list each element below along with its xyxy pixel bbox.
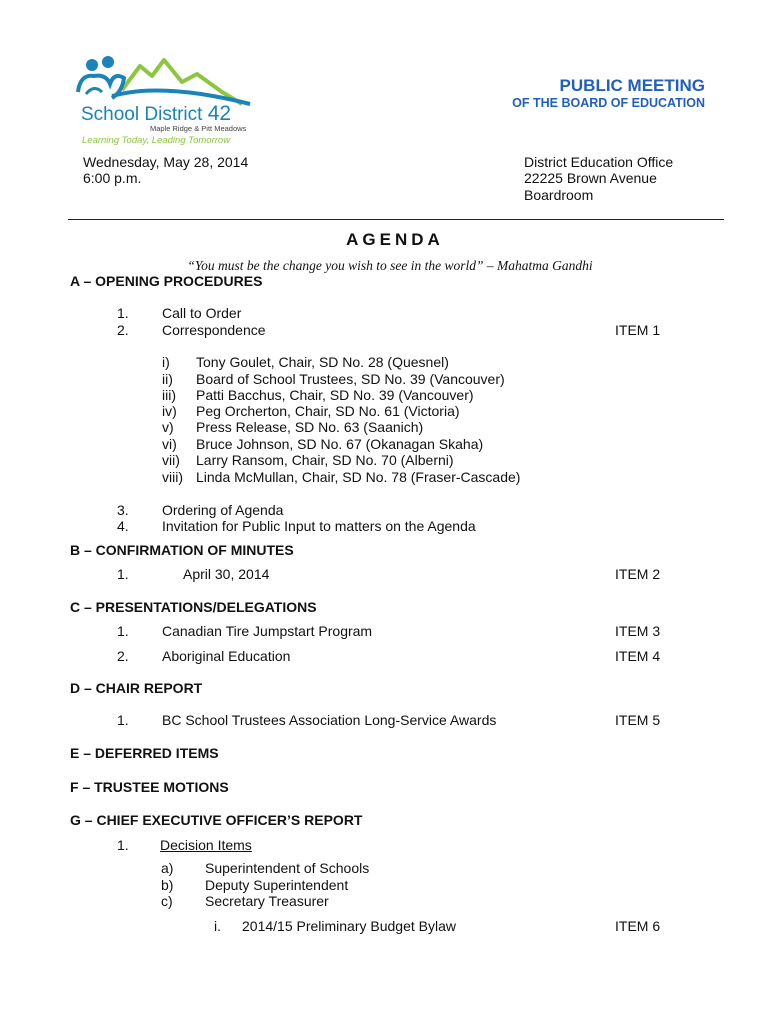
item-number: 3. — [117, 502, 129, 518]
agenda-quote: “You must be the change you wish to see in the world” – Mahatma Gandhi — [187, 258, 593, 273]
sub-item-number: b) — [161, 877, 174, 893]
sub-item-text: Press Release, SD No. 63 (Saanich) — [196, 419, 424, 435]
sub-item-number: ii) — [162, 371, 173, 387]
sub-item-number: vi) — [162, 436, 177, 452]
item-text: Call to Order — [162, 305, 242, 321]
sub-sub-item-number: i. — [214, 918, 221, 934]
agenda-title: AGENDA — [346, 230, 444, 249]
section-f-heading: F – TRUSTEE MOTIONS — [70, 779, 229, 795]
item-ref: ITEM 3 — [615, 623, 661, 639]
item-number: 2. — [117, 322, 129, 338]
item-text: Ordering of Agenda — [162, 502, 284, 518]
sub-item-number: vii) — [162, 452, 180, 468]
logo-tagline: Learning Today, Leading Tomorrow — [82, 135, 231, 146]
sub-item-text: Secretary Treasurer — [205, 893, 329, 909]
section-c-heading: C – PRESENTATIONS/DELEGATIONS — [70, 599, 317, 615]
district-logo — [72, 52, 257, 152]
item-ref: ITEM 4 — [615, 648, 661, 664]
sub-item-text: Larry Ransom, Chair, SD No. 70 (Alberni) — [196, 452, 454, 468]
sub-item-number: iii) — [162, 387, 176, 403]
logo-name: School District — [81, 104, 203, 125]
item-number: 1. — [117, 623, 129, 639]
sub-item-number: c) — [161, 893, 173, 909]
sub-item-number: v) — [162, 419, 174, 435]
location-line-1: District Education Office — [524, 154, 674, 170]
section-e-heading: E – DEFERRED ITEMS — [70, 745, 219, 761]
logo-number: 42 — [207, 102, 232, 125]
item-ref: ITEM 1 — [615, 322, 661, 338]
item-number: 1. — [117, 566, 129, 582]
sub-item-text: Deputy Superintendent — [205, 877, 349, 893]
sub-item-text: Patti Bacchus, Chair, SD No. 39 (Vancouver) — [196, 387, 474, 403]
sub-item-text: Bruce Johnson, SD No. 67 (Okanagan Skaha) — [196, 436, 484, 452]
item-number: 1. — [117, 305, 129, 321]
sub-item-text: Linda McMullan, Chair, SD No. 78 (Fraser-Cascade) — [196, 469, 521, 485]
sub-item-text: Peg Orcherton, Chair, SD No. 61 (Victoria) — [196, 403, 460, 419]
item-number: 2. — [117, 648, 129, 664]
sub-item-number: iv) — [162, 403, 177, 419]
header-divider — [68, 219, 724, 220]
item-number: 4. — [117, 518, 129, 534]
item-text: Aboriginal Education — [162, 648, 291, 664]
sub-item-number: a) — [161, 860, 174, 876]
section-b-heading: B – CONFIRMATION OF MINUTES — [70, 542, 294, 558]
section-g-heading: G – CHIEF EXECUTIVE OFFICER’S REPORT — [70, 812, 363, 828]
sub-item-text: Superintendent of Schools — [205, 860, 370, 876]
section-d-heading: D – CHAIR REPORT — [70, 680, 203, 696]
location-line-2: 22225 Brown Avenue — [524, 170, 657, 186]
item-text: Decision Items — [160, 837, 252, 853]
logo-subtitle: Maple Ridge & Pitt Meadows — [150, 124, 247, 133]
sub-item-number: viii) — [162, 469, 183, 485]
item-text: BC School Trustees Association Long-Service Awards — [162, 712, 497, 728]
section-a-heading: A – OPENING PROCEDURES — [70, 273, 263, 289]
sub-item-text: Board of School Trustees, SD No. 39 (Vancouver) — [196, 371, 505, 387]
item-text: Correspondence — [162, 322, 266, 338]
item-number: 1. — [117, 837, 129, 853]
sub-sub-item-text: 2014/15 Preliminary Budget Bylaw — [242, 918, 457, 934]
item-text: Canadian Tire Jumpstart Program — [162, 623, 373, 639]
meeting-title: PUBLIC MEETING — [559, 76, 705, 95]
meeting-time: 6:00 p.m. — [83, 170, 142, 186]
item-ref: ITEM 5 — [615, 712, 661, 728]
item-ref: ITEM 2 — [615, 566, 661, 582]
item-text: Invitation for Public Input to matters on the Agenda — [162, 518, 476, 534]
sub-item-text: Tony Goulet, Chair, SD No. 28 (Quesnel) — [196, 354, 449, 370]
meeting-subtitle: OF THE BOARD OF EDUCATION — [512, 96, 705, 110]
item-text: April 30, 2014 — [183, 566, 270, 582]
item-number: 1. — [117, 712, 129, 728]
meeting-date: Wednesday, May 28, 2014 — [83, 154, 249, 170]
sub-item-number: i) — [162, 354, 170, 370]
location-line-3: Boardroom — [524, 187, 594, 203]
item-ref: ITEM 6 — [615, 918, 661, 934]
